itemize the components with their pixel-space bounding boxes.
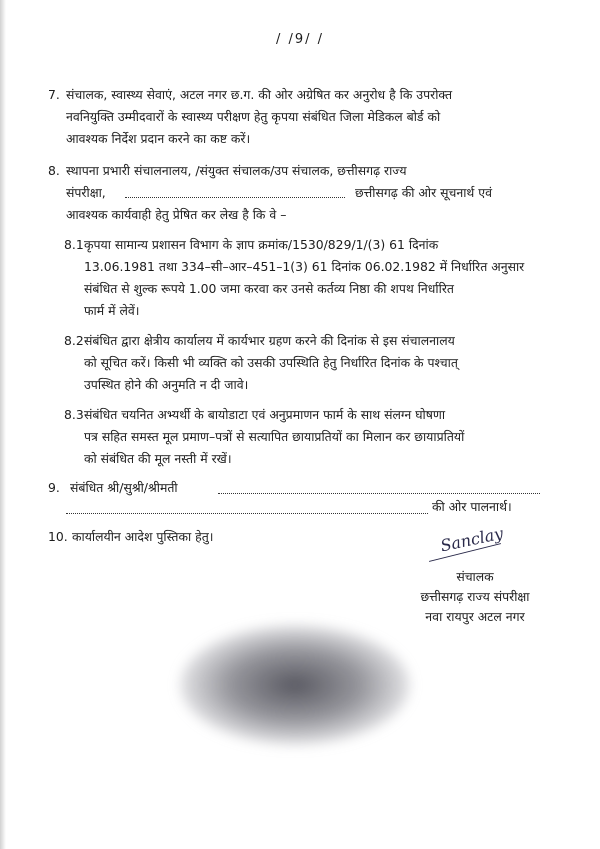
signatory-place: नवा रायपुर अटल नगर (425, 609, 525, 624)
item-8-2-line-1: संबंधित द्वारा क्षेत्रीय कार्यालय में कार्यभार ग्रहण करने की दिनांक से इस संचालनालय (84, 333, 455, 348)
item-8-line-2b: छत्तीसगढ़ की ओर सूचनार्थ एवं (355, 185, 492, 200)
item-9-number: 9. (48, 480, 60, 495)
item-8-2-line-3: उपस्थित होने की अनुमति न दी जावे। (84, 377, 249, 392)
signatory-office: छत्तीसगढ़ राज्य संपरीक्षा (420, 589, 530, 604)
item-8-1-line-3: संबंधित से शुल्क रूपये 1.00 जमा करवा कर उनसे कर्तव्य निष्ठा की शपथ निर्धारित (84, 281, 454, 296)
item-7-number: 7. (48, 87, 60, 102)
item-8-1-number: 8.1 (64, 237, 84, 252)
item-8-blank-dotted-line (125, 197, 345, 198)
item-8-3-line-1: संबंधित चयनित अभ्यर्थी के बायोडाटा एवं अनुप्रमाणन फार्म के साथ संलग्न घोषणा (84, 407, 446, 422)
item-10-number: 10. (48, 529, 68, 544)
item-9-line-2: की ओर पालनार्थ। (432, 499, 512, 514)
item-9-blank-dotted-line-1 (218, 493, 540, 494)
item-8-line-1: स्थापना प्रभारी संचालनालय, /संयुक्त संचालक/उप संचालक, छत्तीसगढ़ राज्य (66, 163, 407, 178)
signatory-block (395, 567, 555, 627)
signatory-designation: संचालक (456, 569, 494, 584)
signature-scribble: Sanclay (438, 523, 505, 556)
item-8-1-line-1: कृपया सामान्य प्रशासन विभाग के ज्ञाप क्रमांक/1530/829/1/(3) 61 दिनांक (84, 237, 439, 252)
scan-edge-shadow (0, 0, 6, 849)
item-7-line-2: नवनियुक्ति उम्मीदवारों के स्वास्थ्य परीक्षण हेतु कृपया संबंधित जिला मेडिकल बोर्ड को (66, 109, 441, 124)
item-8-number: 8. (48, 163, 60, 178)
blurred-stamp (180, 625, 410, 745)
item-10-line-1: कार्यालयीन आदेश पुस्तिका हेतु। (72, 529, 214, 544)
item-9-blank-dotted-line-2 (66, 513, 428, 514)
item-7-line-1: संचालक, स्वास्थ्य सेवाएं, अटल नगर छ.ग. की ओर अग्रेषित कर अनुरोध है कि उपरोक्त (66, 87, 453, 102)
item-8-2-number: 8.2 (64, 333, 84, 348)
item-8-3-line-2: पत्र सहित समस्त मूल प्रमाण–पत्रों से सत्यापित छायाप्रतियों का मिलान कर छायाप्रतियों (84, 429, 465, 444)
item-8-line-3: आवश्यक कार्यवाही हेतु प्रेषित कर लेख है कि वे – (66, 207, 287, 222)
signature (420, 524, 540, 572)
item-7-line-3: आवश्यक निर्देश प्रदान करने का कष्ट करें। (66, 131, 251, 146)
item-8-3-line-3: को संबंधित की मूल नस्ती में रखें। (84, 451, 232, 466)
item-8-1-line-4: फार्म में लेवें। (84, 303, 140, 318)
page-number: / /9/ / (275, 32, 325, 47)
item-8-line-2a: संपरीक्षा, (66, 185, 106, 200)
item-8-3-number: 8.3 (64, 407, 84, 422)
item-9-line-1: संबंधित श्री/सुश्री/श्रीमती (70, 480, 178, 495)
item-8-2-line-2: को सूचित करें। किसी भी व्यक्ति को उसकी उपस्थिति हेतु निर्धारित दिनांक के पश्चात् (84, 355, 458, 370)
item-8-1-line-2: 13.06.1981 तथा 334–सी–आर–451–1(3) 61 दिनांक 06.02.1982 में निर्धारित अनुसार (84, 259, 525, 274)
